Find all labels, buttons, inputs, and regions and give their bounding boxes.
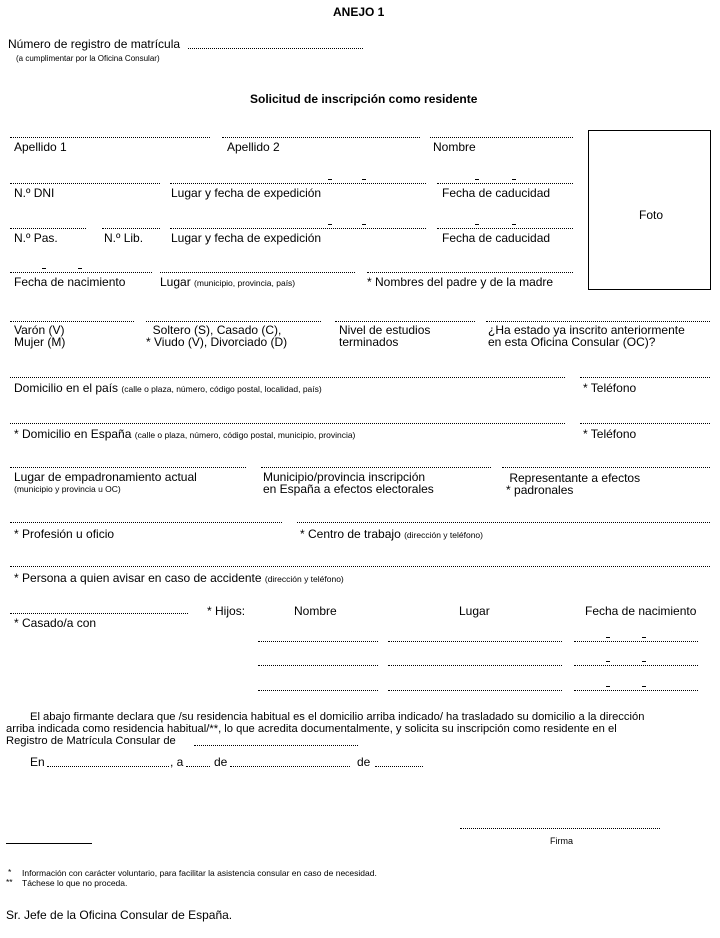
declaration-line1: El abajo firmante declara que /su residencia habitual es el domicilio arriba indicado/ ha trasladado su domicilio a la dirección [30,711,645,723]
lugar-nacimiento-field[interactable] [160,272,355,273]
consulado-field[interactable] [194,745,358,746]
mes-field[interactable] [230,766,350,767]
declaration-line3: Registro de Matrícula Consular de [6,735,176,747]
estado-label: Soltero (S), Casado (C), * Viudo (V), Divorciado (D) [146,323,288,349]
ano-field[interactable] [375,766,423,767]
domicilio-espana-field[interactable] [10,423,565,424]
a-label: , a [170,755,184,769]
lugar-firma-field[interactable] [47,766,169,767]
footnote2-mark: ** [6,877,13,887]
padres-field[interactable] [367,272,573,273]
footnote2-text: Táchese lo que no proceda. [22,878,128,888]
dia-field[interactable] [186,766,210,767]
sexo-label: Varón (V) Mujer (M) [14,323,66,349]
nacimiento-label: Fecha de nacimiento [14,275,126,289]
hijos-fecha-header: Fecha de nacimiento [585,604,697,618]
hijos-label: * Hijos: [207,604,246,618]
dni-caducidad-label: Fecha de caducidad [442,186,551,200]
firma-field[interactable] [460,828,660,829]
hijo2-lugar-field[interactable] [388,665,562,666]
footnote-rule [6,843,92,844]
inscrito-field[interactable] [486,321,710,322]
hijo2-nombre-field[interactable] [258,665,378,666]
hijos-lugar-header: Lugar [459,604,490,618]
hijo3-lugar-field[interactable] [388,690,562,691]
apellido1-field[interactable] [10,137,210,138]
apellido2-field[interactable] [222,137,420,138]
nacimiento-field[interactable] [10,272,152,273]
footnote1-mark: * [8,867,12,877]
nombre-label: Nombre [433,140,476,154]
empadronamiento-label: Lugar de empadronamiento actual (municipio y provincia u OC) [14,470,197,494]
representante-label: Representante a efectos * padronales [506,471,641,497]
padres-label: * Nombres del padre y de la madre [367,275,554,289]
lugar-label: Lugar (municipio, provincia, país) [160,275,296,289]
en-label: En [30,755,45,769]
hijo3-fecha-field[interactable] [574,690,698,691]
accidente-field[interactable] [10,566,710,567]
nombre-field[interactable] [430,137,573,138]
dni-field[interactable] [10,183,160,184]
profesion-label: * Profesión u oficio [14,527,115,541]
representante-field[interactable] [502,467,710,468]
domicilio-pais-field[interactable] [10,377,565,378]
firma-label: Firma [550,836,573,846]
centro-label: * Centro de trabajo (dirección y teléfono) [300,527,483,541]
footnote1-text: Información con carácter voluntario, para facilitar la asistencia consular en caso de necesidad. [22,868,377,878]
registry-field[interactable] [188,48,363,49]
pas-label: N.º Pas. [14,231,58,245]
telefono2-field[interactable] [580,423,710,424]
apellido2-label: Apellido 2 [227,140,280,154]
hijo1-lugar-field[interactable] [388,641,562,642]
sexo-field[interactable] [10,321,134,322]
hijo3-nombre-field[interactable] [258,690,378,691]
dni-caducidad-field[interactable] [437,183,573,184]
estado-field[interactable] [146,321,321,322]
estudios-label: Nivel de estudios terminados [339,323,431,349]
pas-lugar-label: Lugar y fecha de expedición [171,231,322,245]
addressee: Sr. Jefe de la Oficina Consular de España. [6,908,233,922]
photo-label: Foto [639,208,664,222]
hijos-nombre-header: Nombre [294,604,337,618]
apellido1-label: Apellido 1 [14,140,67,154]
form-title: Solicitud de inscripción como residente [250,92,478,106]
telefono2-label: * Teléfono [583,427,637,441]
empadronamiento-field[interactable] [10,467,246,468]
pas-caducidad-field[interactable] [437,228,573,229]
lib-label: N.º Lib. [104,231,144,245]
telefono1-field[interactable] [580,377,710,378]
lib-field[interactable] [102,228,160,229]
annex-title: ANEJO 1 [333,5,385,19]
hijo2-fecha-field[interactable] [574,665,698,666]
telefono1-label: * Teléfono [583,381,637,395]
domicilio-pais-label: Domicilio en el país (calle o plaza, número, código postal, localidad, país) [14,381,322,395]
profesion-field[interactable] [10,522,282,523]
pas-field[interactable] [10,228,86,229]
casado-field[interactable] [10,613,188,614]
pas-lugar-field[interactable] [170,228,426,229]
inscrito-label: ¿Ha estado ya inscrito anteriormente en esta Oficina Consular (OC)? [488,323,685,349]
registry-label: Número de registro de matrícula [8,37,181,51]
accidente-label: * Persona a quien avisar en caso de accidente (dirección y teléfono) [14,571,344,585]
domicilio-espana-label: * Domicilio en España (calle o plaza, número, código postal, municipio, provincia) [14,427,356,441]
municipio-label: Municipio/provincia inscripción en España a efectos electorales [263,470,434,496]
hijo1-nombre-field[interactable] [258,641,378,642]
dni-label: N.º DNI [14,186,55,200]
photo-box [588,130,711,290]
registry-note: (a cumplimentar por la Oficina Consular) [16,54,160,63]
de2-label: de [357,755,371,769]
declaration-line2: arriba indicada como residencia habitual/**, lo que acredita documentalmente, y solicita su inscripción como residente en el [6,723,617,735]
centro-field[interactable] [297,522,710,523]
casado-label: * Casado/a con [14,616,97,630]
dni-lugar-label: Lugar y fecha de expedición [171,186,322,200]
dni-lugar-field[interactable] [170,183,426,184]
estudios-field[interactable] [335,321,475,322]
hijo1-fecha-field[interactable] [574,641,698,642]
pas-caducidad-label: Fecha de caducidad [442,231,551,245]
municipio-field[interactable] [261,467,491,468]
de1-label: de [214,755,228,769]
